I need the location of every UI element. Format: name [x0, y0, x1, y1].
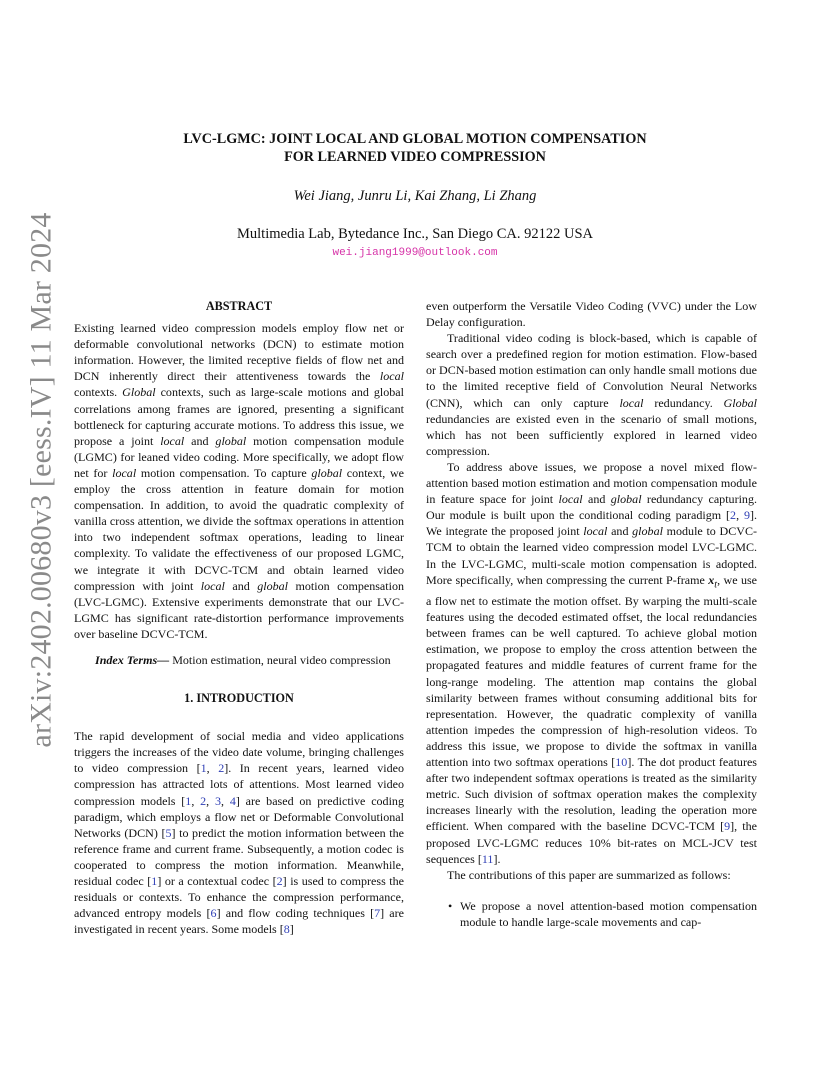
right-column	[426, 298, 757, 930]
math-symbol: x	[708, 572, 715, 587]
citation-link[interactable]: 11	[481, 851, 494, 866]
index-terms-text: Motion estimation, neural video compression	[169, 652, 391, 667]
bullet-text: We propose a novel attention-based motion compensation module to handle large-scale movements and cap-	[460, 898, 757, 929]
title-line-1: LVC-LGMC: JOINT LOCAL AND GLOBAL MOTION COMPENSATION	[183, 131, 647, 147]
citation-link[interactable]: 6	[210, 906, 217, 921]
index-terms-label: Index Terms—	[95, 652, 170, 667]
abstract-heading: ABSTRACT	[205, 299, 273, 313]
citation-link[interactable]: 10	[615, 755, 628, 770]
intro-paragraph-4: The contributions of this paper are summarized as follows:	[447, 867, 731, 882]
intro-paragraph-2: Traditional video coding is block-based, which is capable of search over a predefined region for motion estimation. Flow-based or DCN-based motion estimation can only handle small motions due to the limited receptive field of Convolution Neural Networks (CNN), which can only capture local redundancy. Global redundancies are existed even in the scenario of small motions, which has not been sufficiently explored in learned video compression.	[426, 331, 757, 458]
citation-link[interactable]: 7	[374, 906, 381, 921]
citation-link[interactable]: 2	[200, 793, 207, 808]
title-line-2: FOR LEARNED VIDEO COMPRESSION	[284, 149, 546, 165]
paper-title	[100, 130, 730, 166]
affiliation: Multimedia Lab, Bytedance Inc., San Diego CA. 92122 USA	[237, 226, 593, 242]
email-link[interactable]: wei.jiang1999@outlook.com	[332, 247, 498, 259]
left-column	[74, 298, 404, 937]
citation-link[interactable]: 5	[165, 825, 172, 840]
contribution-bullet	[426, 898, 757, 930]
intro-heading: 1. INTRODUCTION	[184, 691, 294, 706]
arxiv-identifier	[22, 212, 62, 748]
bullet-icon: •	[448, 898, 453, 913]
citation-link[interactable]: 9	[743, 508, 750, 523]
intro-paragraph-3: To address above issues, we propose a novel mixed flow-attention based motion estimation and motion compensation module in feature space for joint local and global redundancy capturing. Our module is built upon the conditional coding paradigm [2, 9]. We integrate the proposed joint local and global module to DCVC-TCM to obtain the learned video compression model LVC-LGMC. In the LVC-LGMC, multi-scale motion compensation is adopted. More specifically, when compressing the current P-frame $x_t$, we use a flow net to estimate the motion offset. By warping the multi-scale features using the decoded estimated offset, the local redundancies between frames can be well captured. To achieve global motion estimation, we propose to employ the cross attention between the propagated features and middle features of current frame for the long-range modeling. The attention map contains the global similarity between frames without consuming additional bits for representation. However, the quadratic complexity of vanilla attention impedes the compression of high-resolution videos. To address this issue, we propose to divide the softmax in vanilla attention into two softmax operations [10]. The dot product features after two independent softmax operations is treated as the similarity metric. Such division of softmax operation makes the complexity increases linearly with the resolution, leading the operation more efficient. When compared with the baseline DCVC-TCM [9], the proposed LVC-LGMC reduces 10% bit-rates on MCL-JCV test sequences [11].	[426, 459, 758, 866]
citation-link[interactable]: 2	[218, 761, 225, 776]
citation-link[interactable]: 4	[229, 793, 236, 808]
arxiv-identifier-text: arXiv:2402.00680v3 [eess.IV] 11 Mar 2024	[25, 212, 58, 748]
citation-link[interactable]: 2	[276, 874, 283, 888]
intro-paragraph-1-continued: even outperform the Versatile Video Coding (VVC) under the Low Delay configuration.	[426, 299, 757, 330]
citation-link[interactable]: 9	[724, 819, 731, 834]
citation-link[interactable]: 1	[151, 874, 158, 888]
citation-link[interactable]: 8	[283, 922, 290, 937]
index-terms	[74, 652, 404, 668]
citation-link[interactable]: 1	[185, 793, 192, 808]
citation-link[interactable]: 2	[730, 508, 737, 523]
intro-paragraph-1: The rapid development of social media and video applications triggers the increases of the video date volume, bringing challenges to video compression [1, 2]. In recent years, learned video compression has attracted lots of attentions. Most learned video compression models [1, 2, 3, 4] are based on predictive coding paradigm, which employs a flow net or Deformable Convolutional Networks (DCN) [5] to predict the motion information between the reference frame and current frame. Subsequently, a motion codec is cooperated to compress the motion information. Meanwhile, residual codec [1] or a contextual codec [2] is used to compress the residuals or contexts. To enhance the compression performance, advanced entropy models [6] and flow coding techniques [7] are investigated in recent years. Some models [8]	[74, 729, 404, 937]
citation-link[interactable]: 3	[214, 793, 222, 808]
citation-link[interactable]: 1	[200, 761, 207, 776]
authors: Wei Jiang, Junru Li, Kai Zhang, Li Zhang	[293, 188, 537, 204]
abstract-body: Existing learned video compression models employ flow net or deformable convolutional networks (DCN) to estimate motion information. However, the limited receptive fields of flow net and DCN inherently direct their attentiveness towards the local contexts. Global contexts, such as large-scale motions and global correlations among frames are ignored, presenting a significant bottleneck for capturing accurate motions. To address this issue, we propose a joint local and global motion compensation module (LGMC) for leaned video coding. More specifically, we adopt flow net for local motion compensation. To capture global context, we employ the cross attention in feature domain for motion compensation. In addition, to avoid the quadratic complexity of vanilla cross attention, we divide the softmax operations in attention into two independent softmax operations, leading to linear complexity. To validate the effectiveness of our proposed LGMC, we integrate it with DCVC-TCM and obtain learned video compression with joint local and global motion compensation (LVC-LGMC). Extensive experiments demonstrate that our LVC-LGMC has significant rate-distortion performance improvements over baseline DCVC-TCM.	[74, 321, 405, 641]
